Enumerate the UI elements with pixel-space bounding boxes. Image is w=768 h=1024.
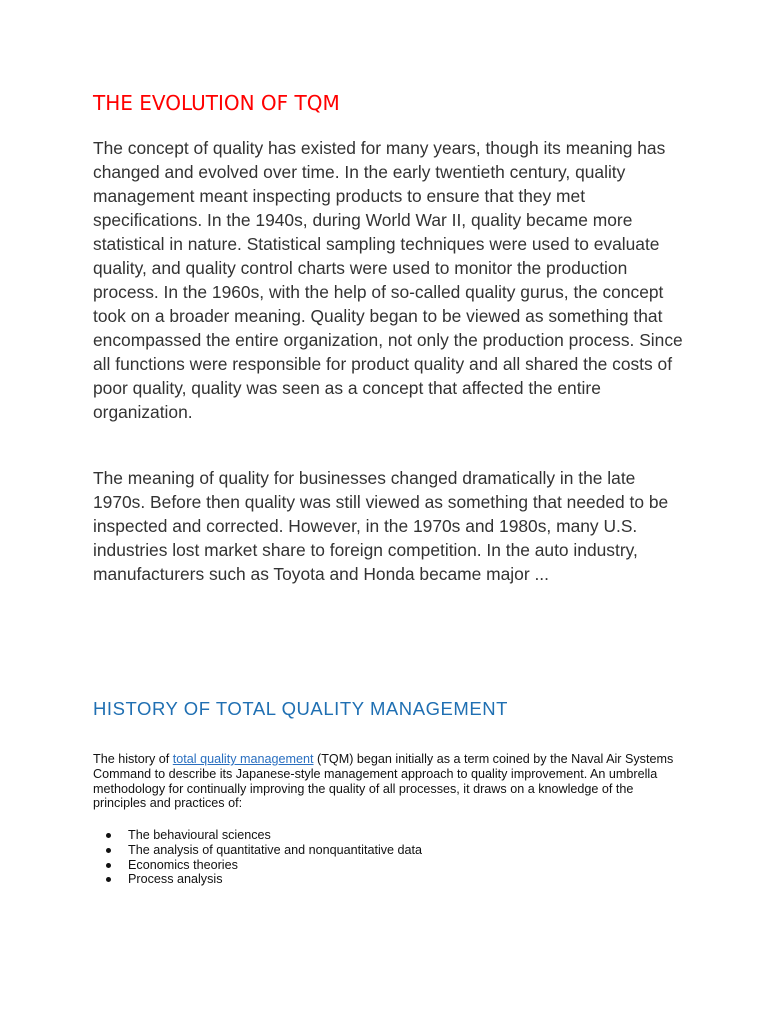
bullet-icon [106,863,111,868]
principles-list [93,828,422,887]
list-item [93,872,422,887]
list-item [93,828,422,843]
tqm-link[interactable]: total quality management [172,752,314,766]
bullet-icon [106,833,111,838]
list-item-text: Process analysis [128,872,223,887]
bullet-icon [106,848,111,853]
list-item-text: The behavioural sciences [128,828,271,842]
section-title-evolution: THE EVOLUTION OF TQM [93,91,340,115]
intro-text-after-link: (TQM) began initially as a term coined by the Naval Air Systems Command to describe its Japanese-style management approach to quality improvement. An umbrella methodology for continually improving the quality of all processes, it draws on a knowledge of the principles and practices of: [93,752,674,811]
bullet-icon [106,877,111,882]
paragraph-history-intro [93,752,675,811]
list-item [93,843,422,858]
list-item-text: Economics theories [128,857,238,872]
paragraph-evolution-1: The concept of quality has existed for many years, though its meaning has changed and evolved over time. In the early twentieth century, quality management meant inspecting products to ensure that they met specifications. In the 1940s, during World War II, quality became more statistical in nature. Statistical sampling techniques were used to evaluate quality, and quality control charts were used to monitor the production process. In the 1960s, with the help of so-called quality gurus, the concept took on a broader meaning. Quality began to be viewed as something that encompassed the entire organization, not only the production process. Since all functions were responsible for product quality and all shared the costs of poor quality, quality was seen as a concept that affected the entire organization. [93,138,683,422]
list-item [93,858,422,873]
section-title-history: HISTORY OF TOTAL QUALITY MANAGEMENT [93,698,509,719]
intro-text-before-link: The history of [93,752,173,766]
list-item-text: The analysis of quantitative and nonquantitative data [128,842,423,857]
paragraph-evolution-2: The meaning of quality for businesses changed dramatically in the late 1970s. Before then quality was still viewed as something that needed to be inspected and corrected. However, in the 1970s and 1980s, many U.S. industries lost market share to foreign competition. In the auto industry, manufacturers such as Toyota and Honda became major ... [93,468,669,584]
